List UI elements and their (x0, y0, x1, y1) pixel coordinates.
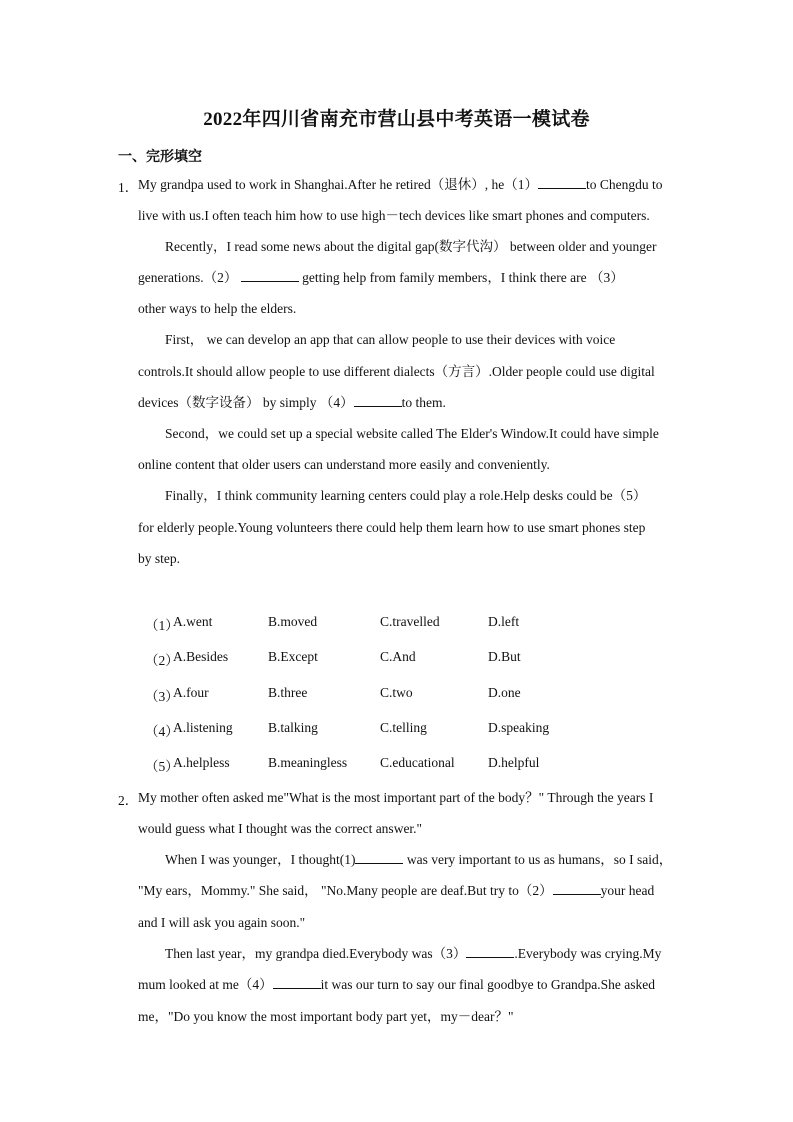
option-c[interactable]: C.educational (380, 755, 455, 770)
text-segment: generations.（2） (138, 270, 238, 285)
option-b[interactable]: B.meaningless (268, 755, 348, 770)
passage-line: First， we can develop an app that can allow people to use their devices with voice (165, 332, 616, 347)
text-segment: it was our turn to say our final goodbye to Grandpa.She asked (320, 977, 656, 992)
option-b[interactable]: B.talking (268, 720, 318, 735)
answer-blank (538, 176, 586, 189)
passage-line: me，"Do you know the most important body part yet，my－dear？" (138, 1009, 514, 1024)
option-number: （1） (145, 618, 179, 633)
text-segment: to them. (401, 395, 446, 410)
question-number: 1． (118, 180, 139, 195)
option-d[interactable]: D.speaking (488, 720, 550, 735)
passage-line: My mother often asked me"What is the most important part of the body？" Through the years I (138, 790, 654, 805)
option-c[interactable]: C.And (380, 649, 416, 664)
answer-blank (466, 945, 514, 958)
option-number: （3） (145, 689, 179, 704)
answer-blank (553, 882, 601, 895)
option-d[interactable]: D.helpful (488, 755, 540, 770)
passage-line (138, 176, 678, 194)
text-segment: devices（数字设备） by simply （4） (138, 395, 354, 410)
text-segment: Then last year，my grandpa died.Everybody was（3） (165, 946, 467, 961)
option-a[interactable]: A.listening (173, 720, 233, 735)
passage-line: online content that older users can understand more easily and conveniently. (138, 457, 550, 472)
passage-line: by step. (138, 551, 180, 566)
text-segment: mum looked at me（4） (138, 977, 273, 992)
text-segment: .Everybody was crying.My (514, 946, 662, 961)
answer-blank (241, 269, 299, 282)
option-a[interactable]: A.helpless (173, 755, 230, 770)
option-d[interactable]: D.one (488, 685, 521, 700)
passage-line: Finally，I think community learning centers could play a role.Help desks could be（5） (165, 488, 647, 503)
option-a[interactable]: A.went (173, 614, 213, 629)
option-b[interactable]: B.three (268, 685, 308, 700)
option-number: （4） (145, 724, 179, 739)
answer-blank (354, 394, 402, 407)
section-heading: 一、完形填空 (118, 149, 202, 165)
option-a[interactable]: A.four (173, 685, 209, 700)
text-segment: was very important to us as humans，so I said， (403, 852, 673, 867)
passage-line (138, 269, 678, 287)
answer-blank (273, 976, 321, 989)
option-b[interactable]: B.moved (268, 614, 318, 629)
option-d[interactable]: D.left (488, 614, 520, 629)
answer-blank (355, 851, 403, 864)
question-number: 2． (118, 793, 139, 808)
text-segment: to Chengdu to (586, 177, 663, 192)
text-segment: When I was younger，I thought(1) (165, 852, 356, 867)
passage-line (138, 976, 678, 994)
text-segment: "My ears，Mommy." She said， "No.Many people are deaf.But try to（2） (138, 883, 553, 898)
option-c[interactable]: C.telling (380, 720, 427, 735)
text-segment: getting help from family members，I think there are （3） (298, 270, 624, 285)
option-a[interactable]: A.Besides (173, 649, 229, 664)
page-title: 2022年四川省南充市营山县中考英语一模试卷 (203, 109, 590, 130)
option-c[interactable]: C.travelled (380, 614, 440, 629)
passage-line (165, 945, 705, 963)
text-segment: My grandpa used to work in Shanghai.After he retired（退休）, he（1） (138, 177, 539, 192)
option-b[interactable]: B.Except (268, 649, 318, 664)
option-c[interactable]: C.two (380, 685, 413, 700)
text-segment: your head (600, 883, 655, 898)
passage-line: Recently，I read some news about the digital gap(数字代沟） between older and younger (165, 239, 657, 254)
passage-line (165, 851, 705, 869)
passage-line (138, 394, 678, 412)
passage-line: for elderly people.Young volunteers there could help them learn how to use smart phones step (138, 520, 646, 535)
option-d[interactable]: D.But (488, 649, 521, 664)
passage-line: and I will ask you again soon." (138, 915, 306, 930)
option-number: （5） (145, 759, 179, 774)
passage-line: controls.It should allow people to use different dialects（方言）.Older people could use digital (138, 364, 655, 379)
option-number: （2） (145, 653, 179, 668)
passage-line: Second，we could set up a special website called The Elder's Window.It could have simple (165, 426, 659, 441)
passage-line: would guess what I thought was the correct answer." (138, 821, 423, 836)
passage-line (138, 882, 678, 900)
passage-line: other ways to help the elders. (138, 301, 297, 316)
passage-line: live with us.I often teach him how to use high－tech devices like smart phones and computers. (138, 208, 650, 223)
